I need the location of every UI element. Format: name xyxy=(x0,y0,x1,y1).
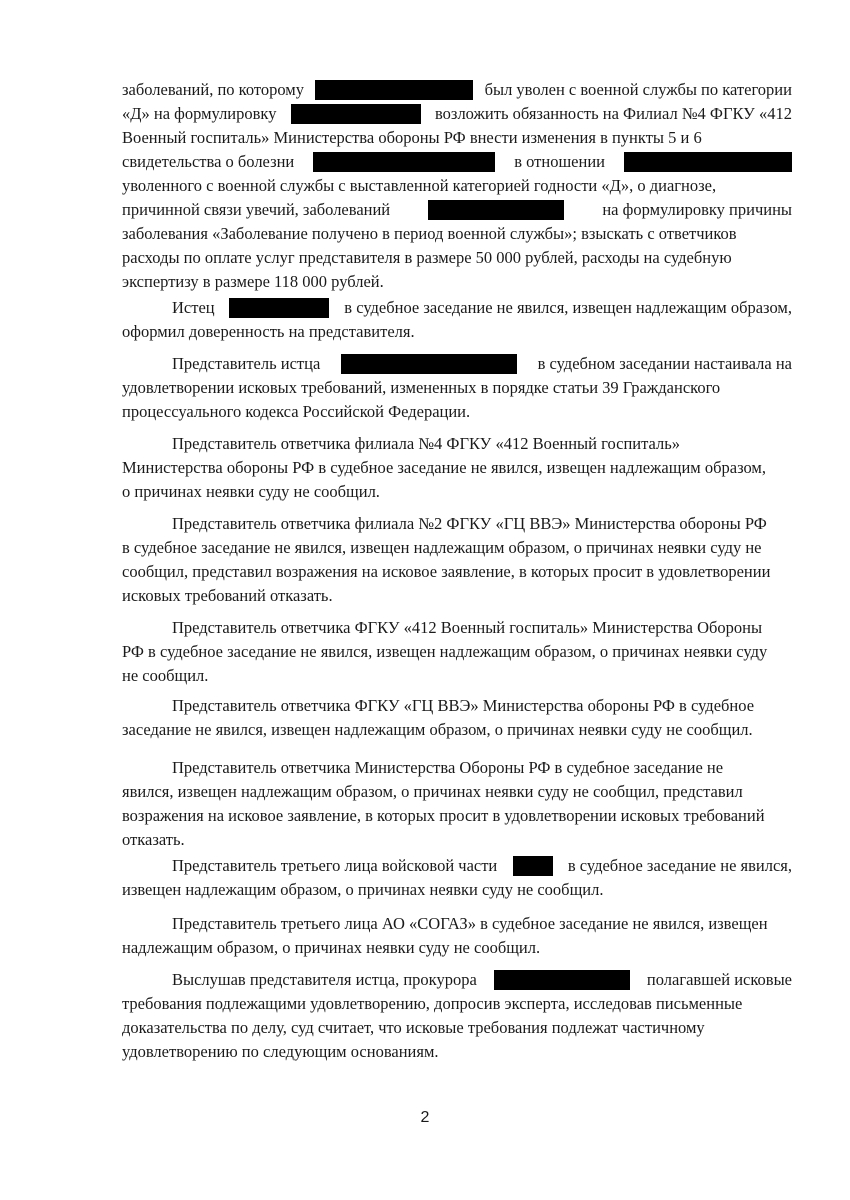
text-line xyxy=(122,456,792,480)
text-segment: Выслушав представителя истца, прокурора xyxy=(172,970,477,989)
text-line xyxy=(122,718,792,742)
text-line xyxy=(122,246,792,270)
text-line xyxy=(172,512,792,536)
redaction-block xyxy=(428,200,564,220)
text-segment: исковых требований отказать. xyxy=(122,586,333,605)
text-segment: расходы по оплате услуг представителя в размере 50 000 рублей, расходы на судебную xyxy=(122,248,732,267)
redaction-block xyxy=(513,856,553,876)
text-segment: заседание не явился, извещен надлежащим образом, о причинах неявки суду не сообщил. xyxy=(122,720,753,739)
text-line xyxy=(122,150,792,174)
text-segment: Представитель истца xyxy=(172,354,321,373)
text-segment: доказательства по делу, суд считает, что исковые требования подлежат частичному xyxy=(122,1018,705,1037)
text-segment: возражения на исковое заявление, в которых просит в удовлетворении исковых требований xyxy=(122,806,765,825)
text-segment: Представитель ответчика Министерства Обороны РФ в судебное заседание не xyxy=(172,758,724,777)
text-segment: сообщил, представил возражения на исковое заявление, в которых просит в удовлетворении xyxy=(122,562,771,581)
text-line xyxy=(122,174,792,198)
text-segment: в судебном заседании настаивала на xyxy=(537,354,792,373)
text-line xyxy=(172,968,792,992)
text-segment: о причинах неявки суду не сообщил. xyxy=(122,482,380,501)
text-segment: Представитель ответчика филиала №2 ФГКУ «ГЦ ВВЭ» Министерства обороны РФ xyxy=(172,514,767,533)
text-line xyxy=(122,198,792,222)
text-line xyxy=(122,78,792,102)
text-segment: РФ в судебное заседание не явился, извещен надлежащим образом, о причинах неявки суду xyxy=(122,642,768,661)
redaction-block xyxy=(341,354,517,374)
text-segment: на формулировку причины xyxy=(602,200,792,219)
text-line xyxy=(122,126,792,150)
text-segment: Представитель третьего лица войсковой части xyxy=(172,856,498,875)
text-segment: полагавшей исковые xyxy=(646,970,792,989)
text-line xyxy=(172,432,792,456)
text-segment: заболевания «Заболевание получено в период военной службы»; взыскать с ответчиков xyxy=(122,224,737,243)
redaction-block xyxy=(291,104,421,124)
text-segment: в судебное заседание не явился, xyxy=(567,856,792,875)
text-line xyxy=(122,480,792,504)
text-segment: Представитель ответчика ФГКУ «412 Военный госпиталь» Министерства Обороны xyxy=(172,618,763,637)
text-segment: отказать. xyxy=(122,830,185,849)
text-segment: причинной связи увечий, заболеваний xyxy=(122,200,391,219)
text-segment: в отношении xyxy=(514,152,605,171)
text-line xyxy=(122,878,792,902)
text-segment: в судебное заседание не явился, извещен надлежащим образом, xyxy=(344,298,792,317)
text-segment: уволенного с военной службы с выставленной категорией годности «Д», о диагнозе, xyxy=(122,176,717,195)
redaction-block xyxy=(624,152,792,172)
text-line xyxy=(122,992,792,1016)
text-line xyxy=(122,400,792,424)
text-segment: Истец xyxy=(172,298,215,317)
text-line xyxy=(172,912,792,936)
text-line xyxy=(122,936,792,960)
text-line xyxy=(172,616,792,640)
text-line xyxy=(122,804,792,828)
page-number: 2 xyxy=(420,1109,430,1126)
text-line xyxy=(172,694,792,718)
redaction-block xyxy=(494,970,630,990)
text-segment: надлежащим образом, о причинах неявки суду не сообщил. xyxy=(122,938,541,957)
text-line xyxy=(122,780,792,804)
redaction-block xyxy=(229,298,329,318)
text-segment: «Д» на формулировку xyxy=(122,104,277,123)
text-segment: удовлетворению по следующим основаниям. xyxy=(122,1042,439,1061)
text-line xyxy=(122,222,792,246)
text-line xyxy=(122,536,792,560)
text-segment: в судебное заседание не явился, извещен надлежащим образом, о причинах неявки суду не xyxy=(122,538,762,557)
text-segment: был уволен с военной службы по категории xyxy=(484,80,792,99)
text-segment: явился, извещен надлежащим образом, о причинах неявки суду не сообщил, представил xyxy=(122,782,743,801)
text-segment: не сообщил. xyxy=(122,666,209,685)
redaction-block xyxy=(313,152,495,172)
text-segment: заболеваний, по которому xyxy=(122,80,304,99)
text-line xyxy=(172,352,792,376)
text-line xyxy=(172,854,792,878)
text-segment: требования подлежащими удовлетворению, допросив эксперта, исследовав письменные xyxy=(122,994,743,1013)
text-line xyxy=(122,584,792,608)
text-segment: оформил доверенность на представителя. xyxy=(122,322,415,341)
text-segment: Представитель третьего лица АО «СОГАЗ» в судебное заседание не явился, извещен xyxy=(172,914,768,933)
text-segment: свидетельства о болезни xyxy=(122,152,295,171)
text-segment: процессуального кодекса Российской Федерации. xyxy=(122,402,471,421)
text-segment: извещен надлежащим образом, о причинах неявки суду не сообщил. xyxy=(122,880,604,899)
text-line xyxy=(122,102,792,126)
text-line xyxy=(172,756,792,780)
redaction-block xyxy=(315,80,473,100)
text-segment: удовлетворении исковых требований, измененных в порядке статьи 39 Гражданского xyxy=(122,378,721,397)
text-segment: Представитель ответчика филиала №4 ФГКУ «412 Военный госпиталь» xyxy=(172,434,680,453)
text-line xyxy=(122,664,792,688)
text-segment: Представитель ответчика ФГКУ «ГЦ ВВЭ» Министерства обороны РФ в судебное xyxy=(172,696,755,715)
text-line xyxy=(122,828,792,852)
text-segment: экспертизу в размере 118 000 рублей. xyxy=(122,272,384,291)
text-line xyxy=(122,320,792,344)
text-line xyxy=(122,560,792,584)
text-segment: возложить обязанность на Филиал №4 ФГКУ «412 xyxy=(435,104,792,123)
text-line xyxy=(122,640,792,664)
text-line xyxy=(122,376,792,400)
text-segment: Министерства обороны РФ в судебное заседание не явился, извещен надлежащим образом, xyxy=(122,458,766,477)
text-line xyxy=(122,270,792,294)
text-line xyxy=(122,1040,792,1064)
text-segment: Военный госпиталь» Министерства обороны РФ внести изменения в пункты 5 и 6 xyxy=(122,128,702,147)
text-line xyxy=(172,296,792,320)
text-line xyxy=(122,1016,792,1040)
